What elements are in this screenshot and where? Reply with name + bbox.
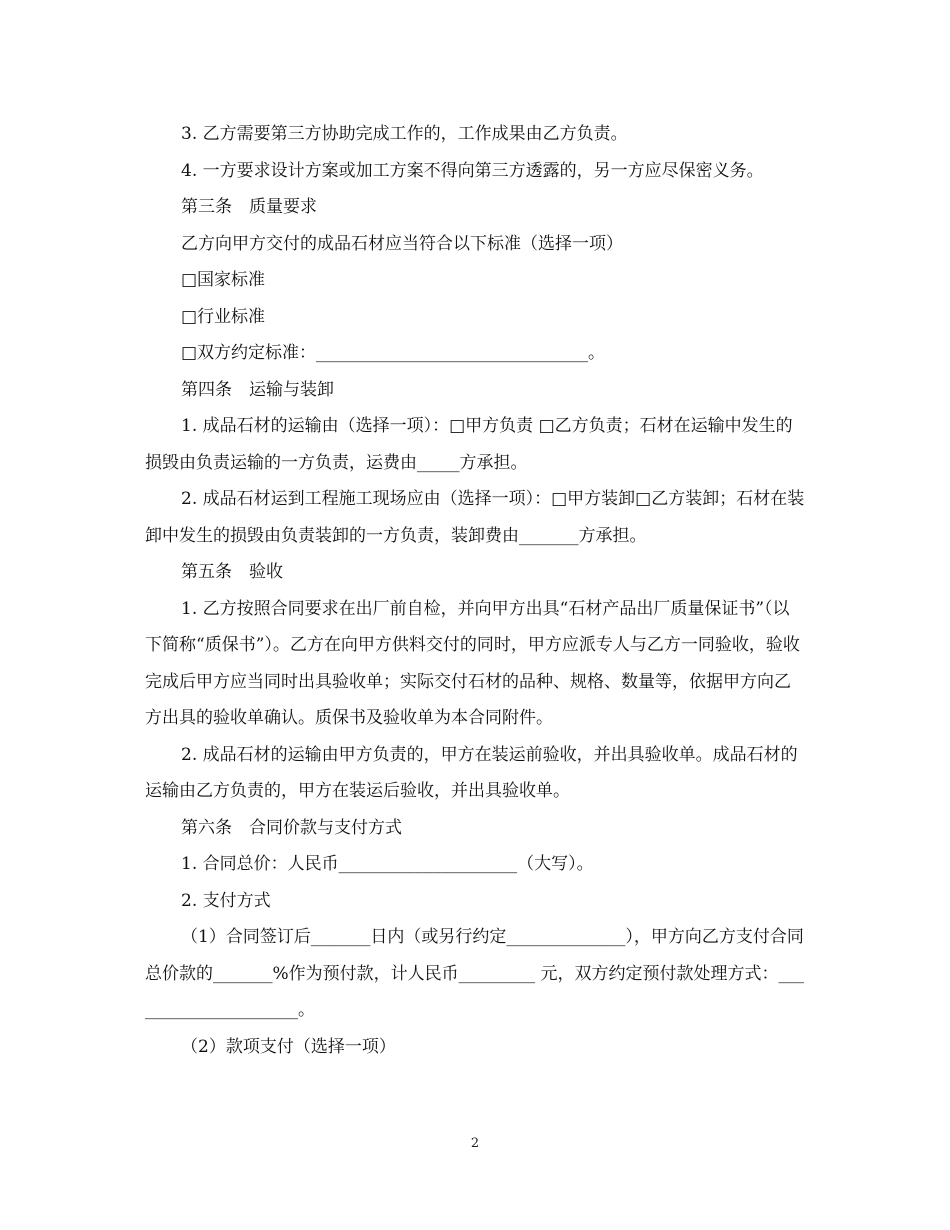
section-heading: 第四条 运输与装卸 <box>181 379 334 400</box>
checkbox-option: □国家标准 <box>181 270 266 290</box>
checkbox-option: □行业标准 <box>181 306 266 327</box>
paragraph: （1）合同签订后_______日内（或另行约定______________），甲方向乙方支付合同总价款的_______%作为预付款，计人民币_________ 元，双方约定预付款处理方式：_____________________。 <box>145 927 805 1020</box>
document-body <box>145 116 805 1065</box>
paragraph: 乙方向甲方交付的成品石材应当符合以下标准（选择一项） <box>181 233 623 254</box>
paragraph: （2）款项支付（选择一项） <box>181 1036 396 1057</box>
paragraph: 1. 合同总价：人民币_____________________（大写）。 <box>181 854 594 874</box>
section-heading: 第五条 验收 <box>181 562 283 582</box>
paragraph: 1. 成品石材的运输由（选择一项）：□甲方负责 □乙方负责；石材在运输中发生的损毁由负责运输的一方负责，运费由_____方承担。 <box>145 416 793 473</box>
paragraph: 1. 乙方按照合同要求在出厂前自检，并向甲方出具“石材产品出厂质量保证书”（以下简称“质保书”）。乙方在向甲方供料交付的同时，甲方应派专人与乙方一同验收，验收完成后甲方应当同时出具验收单；实际交付石材的品种、规格、数量等，依据甲方向乙方出具的验收单确认。质保书及验收单为本合同附件。 <box>145 598 800 728</box>
paragraph: 2. 支付方式 <box>181 890 271 911</box>
paragraph: 3. 乙方需要第三方协助完成工作的，工作成果由乙方负责。 <box>181 124 628 144</box>
section-heading: 第六条 合同价款与支付方式 <box>181 817 402 838</box>
paragraph: 2. 成品石材运到工程施工现场应由（选择一项）：□甲方装卸□乙方装卸；石材在装卸中发生的损毁由负责装卸的一方负责，装卸费由_______方承担。 <box>145 489 805 546</box>
section-heading: 第三条 质量要求 <box>181 197 317 217</box>
paragraph: 4. 一方要求设计方案或加工方案不得向第三方透露的，另一方应尽保密义务。 <box>181 160 764 181</box>
page-number: 2 <box>470 1136 480 1151</box>
checkbox-option: □双方约定标准：________________________________。 <box>181 343 606 363</box>
paragraph: 2. 成品石材的运输由甲方负责的，甲方在装运前验收，并出具验收单。成品石材的运输由乙方负责的，甲方在装运后验收，并出具验收单。 <box>145 744 798 801</box>
